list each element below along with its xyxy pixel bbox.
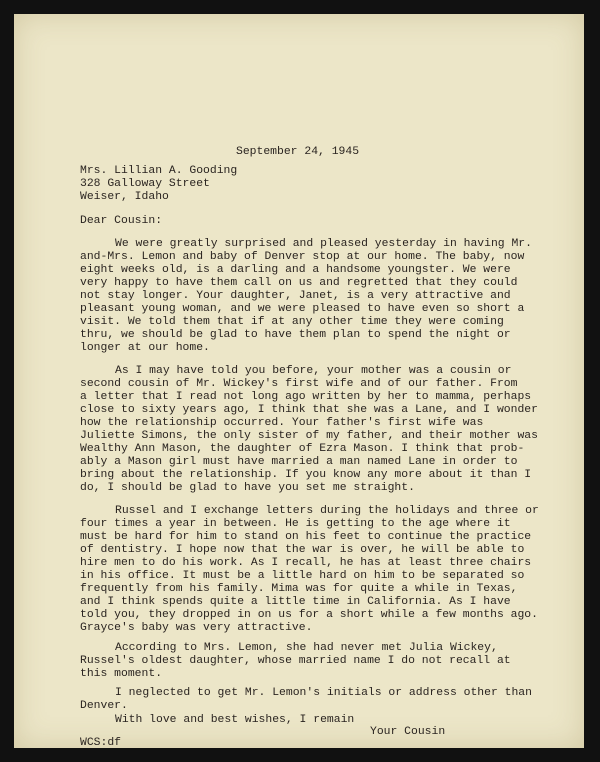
text-line: four times a year in between. He is getting to the age where it xyxy=(80,518,511,530)
salutation: Dear Cousin: xyxy=(80,215,163,227)
address-line: 328 Galloway Street xyxy=(80,178,210,190)
text-line: I neglected to get Mr. Lemon's initials or address other than xyxy=(115,687,532,699)
text-line: of dentistry. I hope now that the war is over, he will be able to xyxy=(80,544,525,556)
text-line: close to sixty years ago, I think that she was a Lane, and I wonder xyxy=(80,404,538,416)
text-line: Russel and I exchange letters during the holidays and three or xyxy=(115,505,539,517)
text-line: eight weeks old, is a darling and a handsome youngster. We were xyxy=(80,264,511,276)
text-line: not stay longer. Your daughter, Janet, is a very attractive and xyxy=(80,290,511,302)
text-line: Russel's oldest daughter, whose married name I do not recall at xyxy=(80,655,511,667)
text-line: ably a Mason girl must have married a man named Lane in order to xyxy=(80,456,518,468)
text-line: longer at our home. xyxy=(80,342,210,354)
letter-page xyxy=(14,14,584,748)
text-line: a letter that I read not long ago written by her to mamma, perhaps xyxy=(80,391,532,403)
letter-date: September 24, 1945 xyxy=(236,146,360,158)
text-line: do, I should be glad to have you set me straight. xyxy=(80,482,415,494)
text-line: bring about the relationship. If you know any more about it than I xyxy=(80,469,532,481)
text-line: We were greatly surprised and pleased yesterday in having Mr. xyxy=(115,238,532,250)
text-line: Juliette Simons, the only sister of my father, and their mother was xyxy=(80,430,538,442)
text-line: Wealthy Ann Mason, the daughter of Ezra Mason. I think that prob- xyxy=(80,443,525,455)
text-line: and-Mrs. Lemon and baby of Denver stop at our home. The baby, now xyxy=(80,251,525,263)
text-line: Grayce's baby was very attractive. xyxy=(80,622,313,634)
text-line: Denver. xyxy=(80,700,128,712)
text-line: and I think spends quite a little time in California. As I have xyxy=(80,596,511,608)
text-line: frequently from his family. Mima was for quite a while in Texas, xyxy=(80,583,518,595)
text-line: in his office. It must be a little hard on him to be separated so xyxy=(80,570,525,582)
typist-initials: WCS:df xyxy=(80,737,122,749)
text-line: must be hard for him to stand on his feet to continue the practice xyxy=(80,531,532,543)
text-line: how the relationship occurred. Your father's first wife was xyxy=(80,417,484,429)
address-line: Mrs. Lillian A. Gooding xyxy=(80,165,238,177)
text-line: thru, we should be glad to have them plan to spend the night or xyxy=(80,329,511,341)
text-line: told you, they dropped in on us for a short while a few months ago. xyxy=(80,609,538,621)
text-line: second cousin of Mr. Wickey's first wife and of our father. From xyxy=(80,378,518,390)
text-line: visit. We told them that if at any other time they were coming xyxy=(80,316,504,328)
text-line: pleasant young woman, and we were pleased to have even so short a xyxy=(80,303,525,315)
closing: Your Cousin xyxy=(370,726,446,738)
text-line: As I may have told you before, your mother was a cousin or xyxy=(115,365,512,377)
text-line: hire men to do his work. As I recall, he has at least three chairs xyxy=(80,557,532,569)
text-line: this moment. xyxy=(80,668,163,680)
text-line: According to Mrs. Lemon, she had never met Julia Wickey, xyxy=(115,642,498,654)
text-line: very happy to have them call on us and regretted that they could xyxy=(80,277,518,289)
text-line: With love and best wishes, I remain xyxy=(115,714,355,726)
address-line: Weiser, Idaho xyxy=(80,191,169,203)
